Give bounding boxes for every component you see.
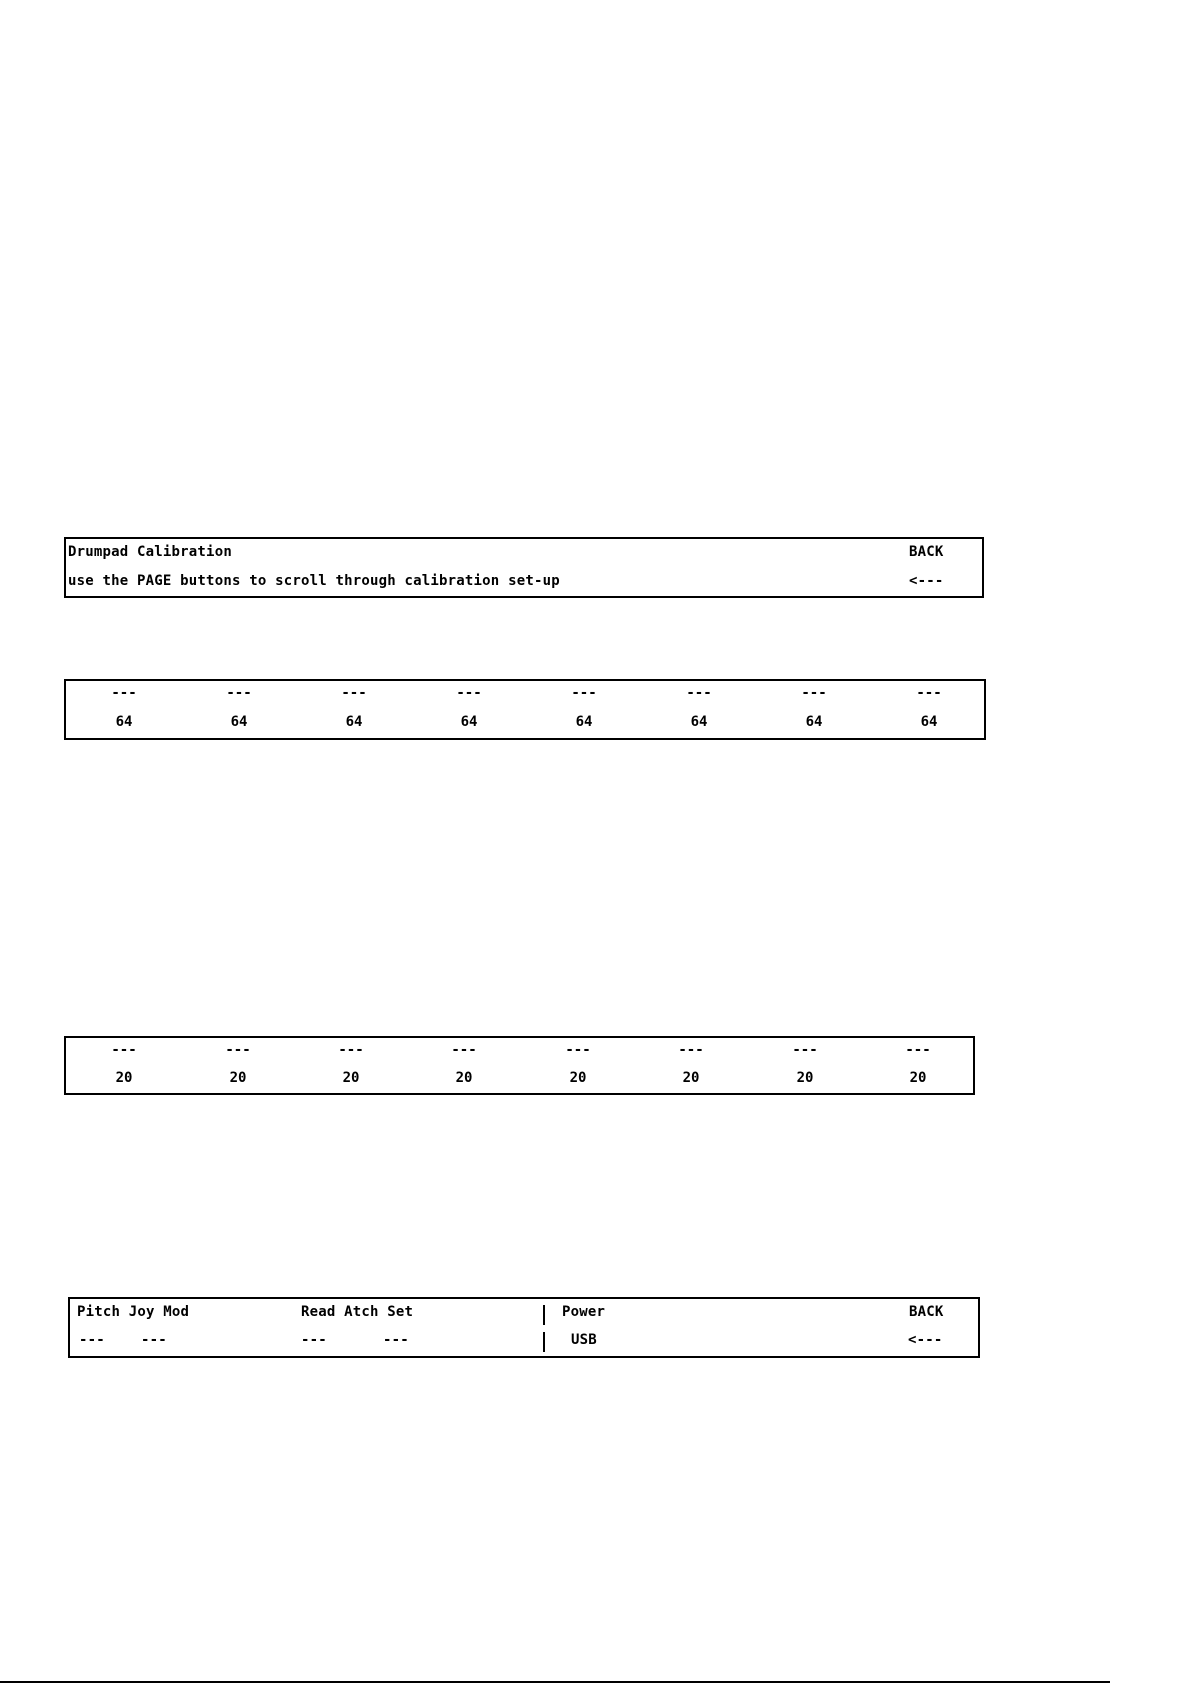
pad-5-top: ---	[565, 1042, 591, 1058]
panel-title: Drumpad Calibration	[68, 544, 232, 560]
read-value: ---	[301, 1332, 327, 1348]
pad-8-top: ---	[905, 1042, 931, 1058]
back-arrow-icon[interactable]: <---	[909, 573, 944, 589]
pad-4-value: 20	[455, 1070, 473, 1086]
pitch-joy-mod-label: Pitch Joy Mod	[77, 1304, 190, 1320]
pad-3-top: ---	[341, 685, 367, 701]
pad-8-value: 20	[909, 1070, 927, 1086]
pad-7-value: 64	[805, 714, 823, 730]
pad-1-top: ---	[111, 685, 137, 701]
calibration-header-panel	[64, 537, 984, 598]
pad-row-2-panel	[64, 1036, 975, 1095]
pad-1-value: 20	[115, 1070, 133, 1086]
pad-1-top: ---	[111, 1042, 137, 1058]
pad-8-top: ---	[916, 685, 942, 701]
pad-4-top: ---	[451, 1042, 477, 1058]
power-value: USB	[571, 1332, 597, 1348]
back-button[interactable]: BACK	[909, 544, 944, 560]
pad-row-1-panel	[64, 679, 986, 740]
pad-3-value: 20	[342, 1070, 360, 1086]
pad-6-top: ---	[678, 1042, 704, 1058]
divider-bottom	[543, 1332, 545, 1352]
joy-value: ---	[141, 1332, 167, 1348]
page-bottom-rule	[0, 1681, 1110, 1683]
instruction-text: use the PAGE buttons to scroll through calibration set-up	[68, 573, 560, 589]
pad-4-value: 64	[460, 714, 478, 730]
pitch-value: ---	[79, 1332, 105, 1348]
pad-5-top: ---	[571, 685, 597, 701]
pad-7-top: ---	[801, 685, 827, 701]
pad-6-value: 64	[690, 714, 708, 730]
pad-5-value: 64	[575, 714, 593, 730]
pad-7-value: 20	[796, 1070, 814, 1086]
set-value: ---	[383, 1332, 409, 1348]
pad-2-value: 64	[230, 714, 248, 730]
pad-2-top: ---	[225, 1042, 251, 1058]
pad-6-value: 20	[682, 1070, 700, 1086]
pad-4-top: ---	[456, 685, 482, 701]
divider-top	[543, 1305, 545, 1325]
back-button[interactable]: BACK	[909, 1304, 944, 1320]
pad-5-value: 20	[569, 1070, 587, 1086]
back-arrow-icon[interactable]: <---	[908, 1332, 943, 1348]
pad-8-value: 64	[920, 714, 938, 730]
status-panel	[68, 1297, 980, 1358]
pad-2-top: ---	[226, 685, 252, 701]
pad-6-top: ---	[686, 685, 712, 701]
pad-2-value: 20	[229, 1070, 247, 1086]
pad-1-value: 64	[115, 714, 133, 730]
read-atch-set-label: Read Atch Set	[301, 1304, 414, 1320]
pad-3-value: 64	[345, 714, 363, 730]
pad-3-top: ---	[338, 1042, 364, 1058]
power-label: Power	[562, 1304, 606, 1320]
pad-7-top: ---	[792, 1042, 818, 1058]
